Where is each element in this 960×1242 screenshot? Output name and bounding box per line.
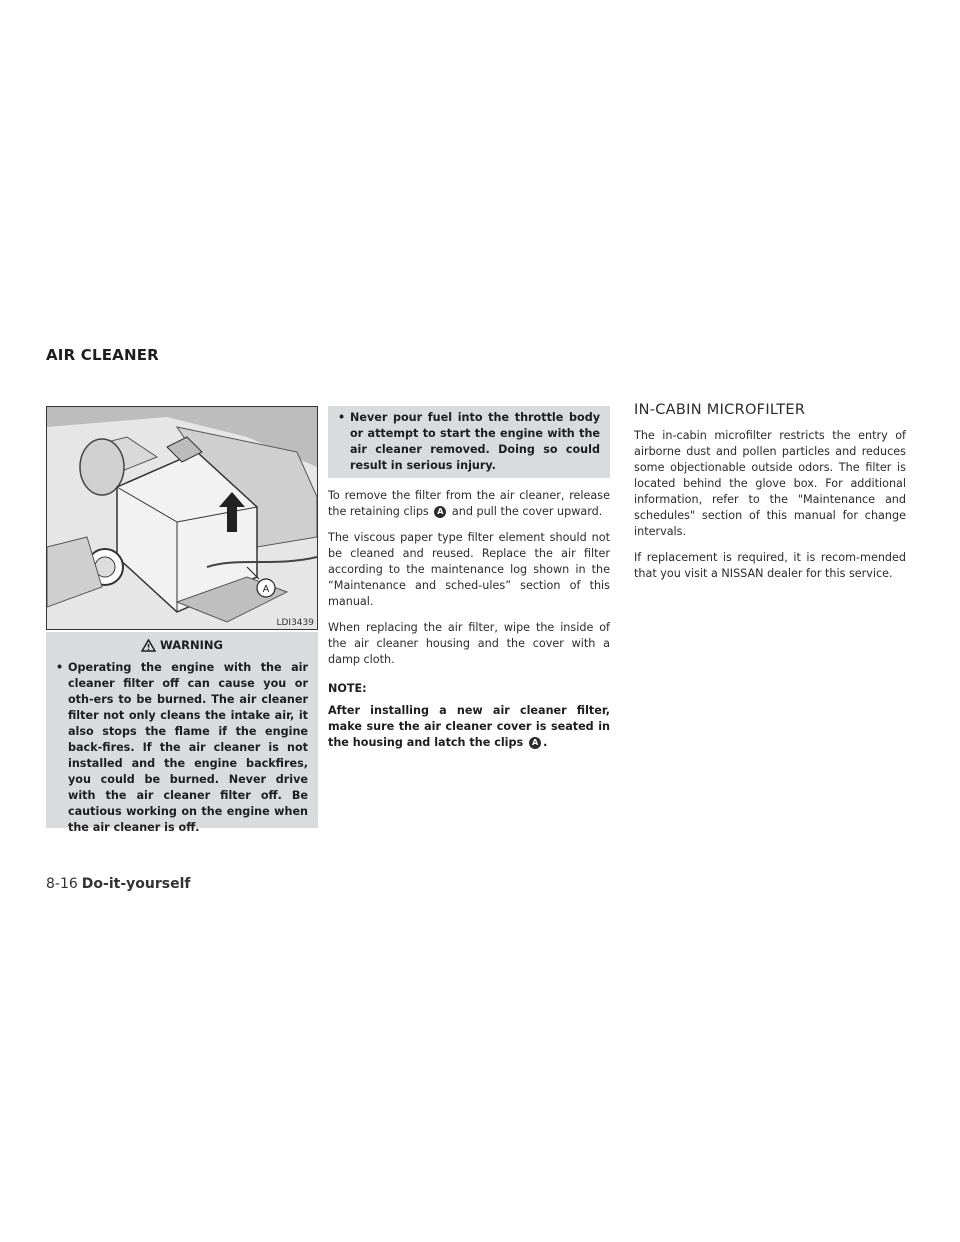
engine-air-cleaner-illustration xyxy=(46,406,318,630)
warning-box-continued xyxy=(328,406,610,478)
microfilter-heading: IN-CABIN MICROFILTER xyxy=(634,402,806,418)
warning-bullet: • Never pour fuel into the throttle body or attempt to start the engine with the air cleaner removed. Doing so could result in serious injury. xyxy=(338,411,600,472)
warning-box xyxy=(46,632,318,834)
clip-a-marker: A xyxy=(529,737,541,749)
section-title: AIR CLEANER xyxy=(46,346,159,364)
replacement-paragraph: If replacement is required, it is recom-mended that you visit a NISSAN dealer for this service. xyxy=(634,551,906,580)
figure-code: LDI3439 xyxy=(276,618,314,628)
warning-triangle-icon xyxy=(141,639,156,652)
callout-a: A xyxy=(262,584,270,595)
column-2 xyxy=(328,406,610,751)
remove-filter-paragraph: To remove the filter from the air cleaner, release the retaining clips A and pull the cover upward. xyxy=(328,489,610,518)
microfilter-paragraph: The in-cabin microfilter restricts the entry of airborne dust and pollen particles and reduces some objectionable outside odors. The filter is located behind the glove box. For additional information, refer to the "Maintenance and schedules" section of this manual for change intervals. xyxy=(634,429,906,538)
note-heading: NOTE: xyxy=(328,682,367,695)
page-footer xyxy=(46,876,190,892)
warning-heading: WARNING xyxy=(160,638,223,652)
warning-bullet: • Operating the engine with the air cleaner filter off can cause you or oth-ers to be burned. The air cleaner filter not only cleans the intake air, it also stops the flame if the engine back-fires. If the air cleaner is not installed and the engine backfires, you could be burned. Never drive with the air cleaner filter off. Be cautious working on the engine when the air cleaner is off. xyxy=(56,661,308,834)
note-text: After installing a new air cleaner filter, make sure the air cleaner cover is seated in the housing and latch the clips A . xyxy=(328,704,610,749)
page-number: 8-16 xyxy=(46,876,78,892)
chapter-title: Do-it-yourself xyxy=(81,876,191,892)
engine-drawing xyxy=(47,407,317,629)
clip-a-marker: A xyxy=(434,506,446,518)
wipe-housing-paragraph: When replacing the air filter, wipe the inside of the air cleaner housing and the cover with a damp cloth. xyxy=(328,621,610,666)
column-3 xyxy=(634,402,906,592)
filter-element-paragraph: The viscous paper type filter element should not be cleaned and reused. Replace the air filter according to the maintenance log shown in the “Maintenance and sched-ules” section of this manual. xyxy=(328,531,610,608)
